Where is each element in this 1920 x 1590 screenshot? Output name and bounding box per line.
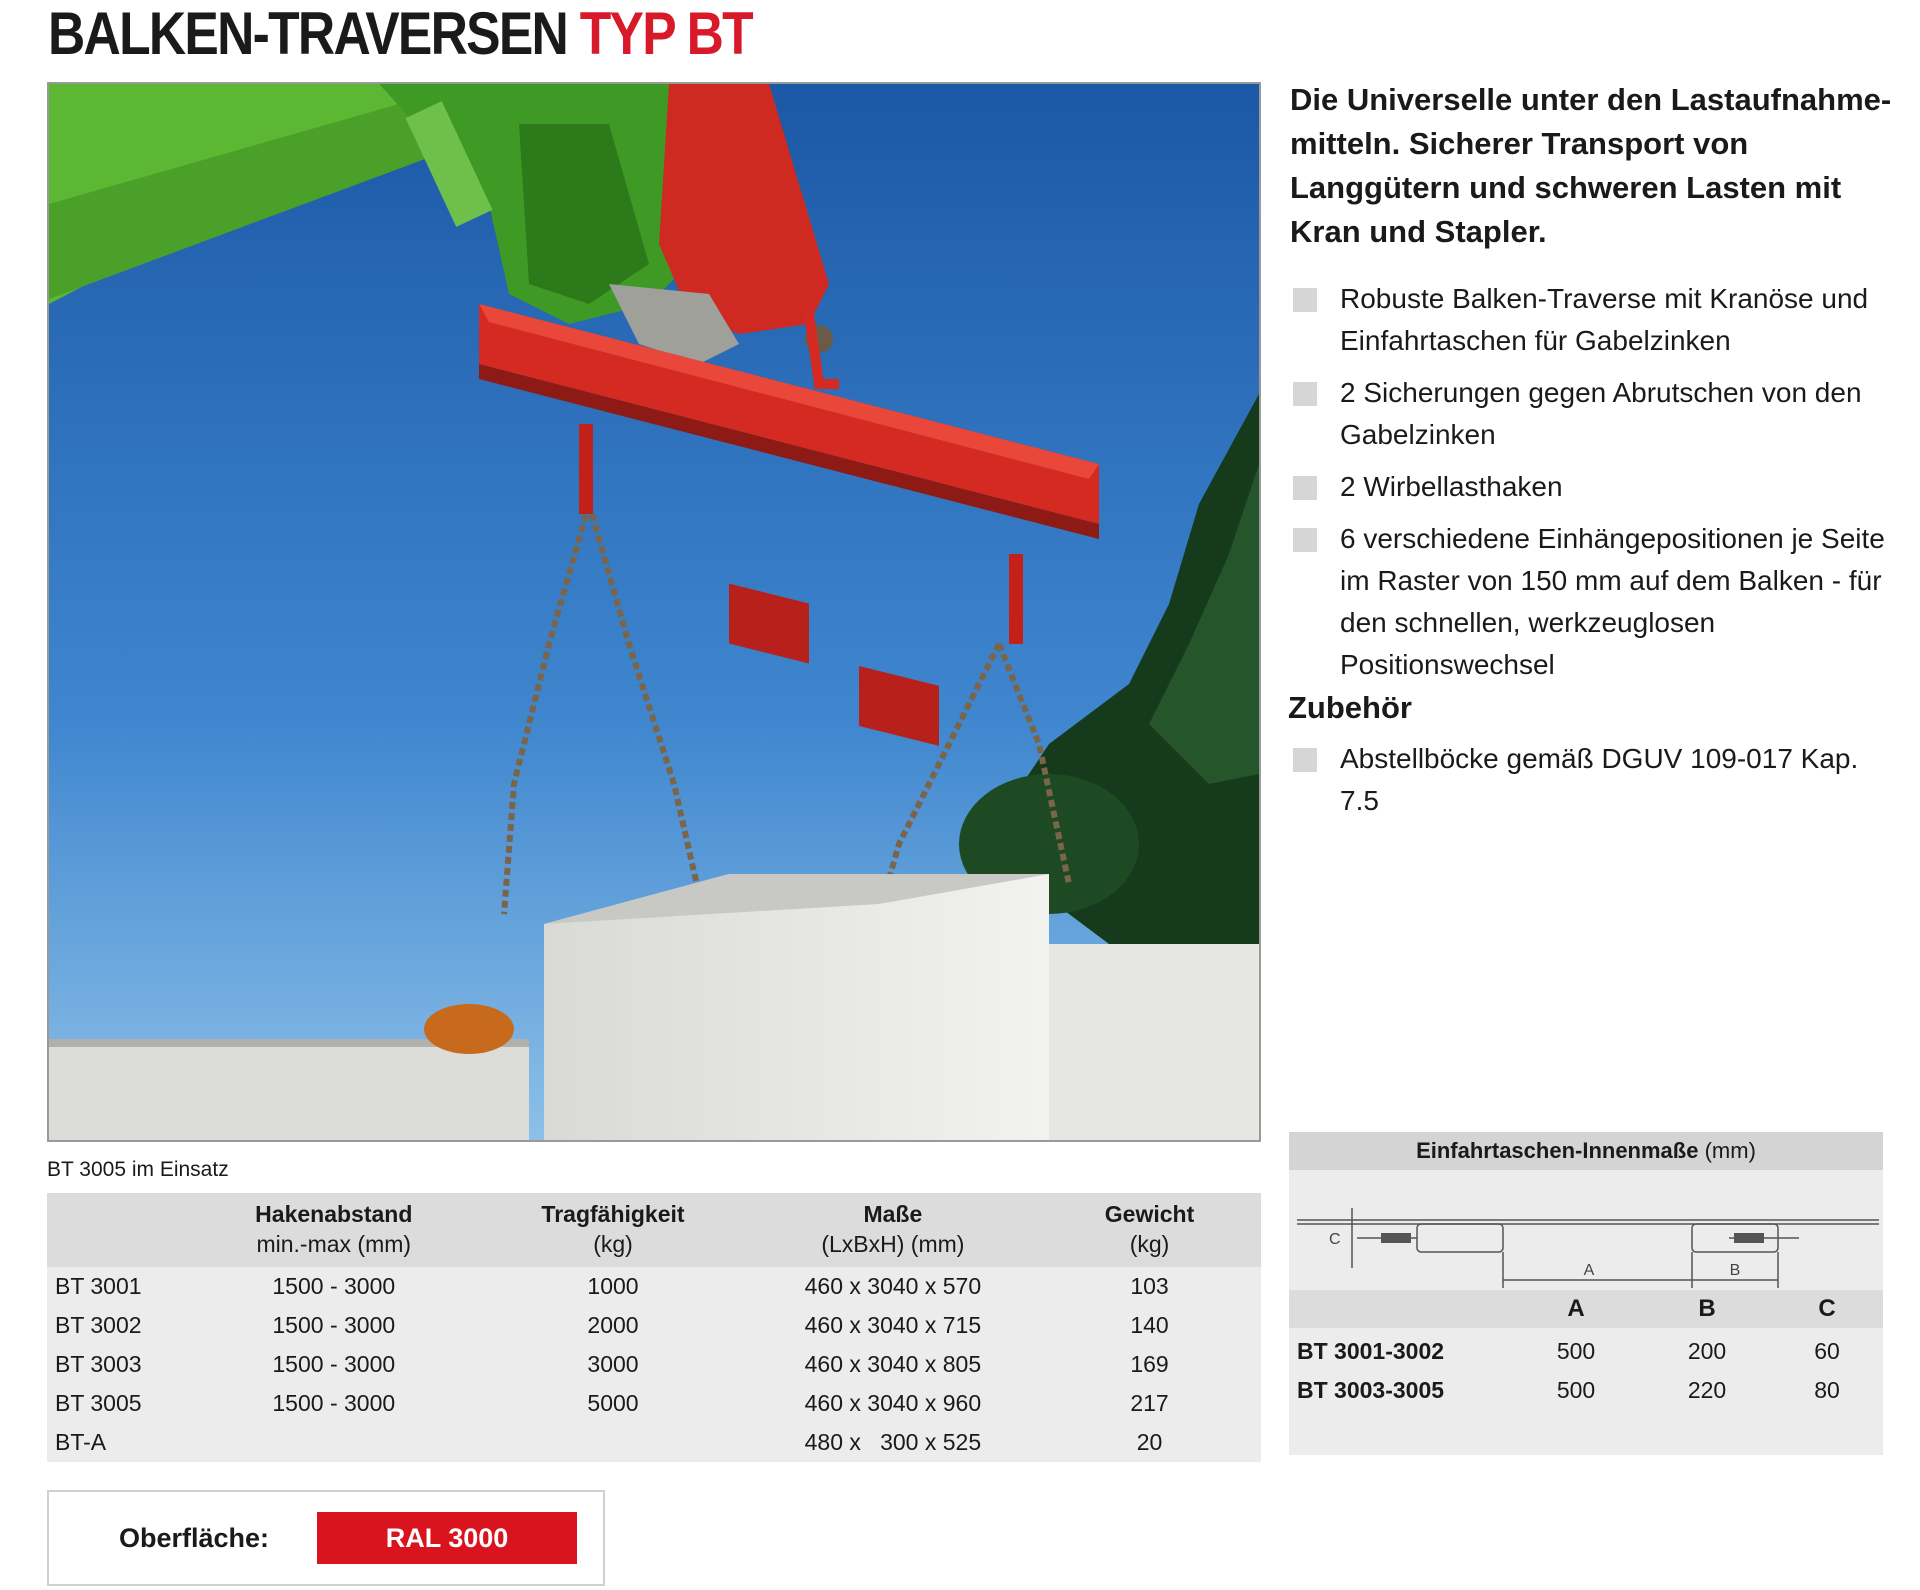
cell-capacity: 3000 (587, 1351, 639, 1377)
pocket-col-c: C (1818, 1295, 1836, 1322)
feature-text: Robuste Balken-Traverse mit Kranöse und Einfahrtaschen für Gabelzinken (1340, 283, 1869, 356)
pocket-col-a: A (1567, 1295, 1585, 1322)
accessory-item (1290, 738, 1900, 822)
cell-dimensions: 460 x 3040 x 715 (804, 1312, 982, 1338)
bullet-square-icon (1293, 476, 1317, 500)
spec-table (47, 1193, 1261, 1462)
cell-weight: 217 (1130, 1390, 1169, 1416)
cell-model: BT 3002 (55, 1312, 142, 1338)
cell-capacity (478, 1423, 747, 1462)
pocket-cell-model: BT 3001-3002 (1297, 1338, 1445, 1364)
cell-hook-distance: 1500 - 3000 (272, 1273, 396, 1299)
intro-text: Die Universelle unter den Lastaufnahme-mitteln. Sicherer Transport von Langgütern und schweren Lasten mit Kran und Stapler. (1290, 82, 1892, 249)
cell-hook-distance (189, 1423, 478, 1462)
cell-hook-distance: 1500 - 3000 (272, 1312, 396, 1338)
bullet-square-icon (1293, 382, 1317, 406)
pocket-col-b: B (1698, 1295, 1716, 1322)
pocket-cell-b: 220 (1687, 1377, 1727, 1403)
cell-model: BT 3003 (55, 1351, 142, 1377)
bullet-square-icon (1293, 528, 1317, 552)
table-row (47, 1345, 1261, 1384)
pocket-panel-header (1289, 1132, 1883, 1170)
cell-capacity: 5000 (587, 1390, 639, 1416)
feature-item (1290, 518, 1900, 686)
dim-c-label: C (1329, 1231, 1341, 1248)
unit-dimensions: (LxBxH) (mm) (821, 1231, 965, 1257)
cell-weight: 169 (1130, 1351, 1169, 1377)
hook-icon (1381, 1233, 1411, 1243)
feature-item (1290, 372, 1900, 456)
accessories-list (1290, 738, 1900, 832)
unit-capacity: (kg) (593, 1231, 633, 1257)
table-row (47, 1423, 1261, 1462)
pocket-cell-c: 60 (1814, 1338, 1840, 1364)
bullet-square-icon (1293, 748, 1317, 772)
col-header-capacity: Tragfähigkeit (541, 1201, 685, 1227)
cell-dimensions: 460 x 3040 x 570 (804, 1273, 982, 1299)
bullet-square-icon (1293, 288, 1317, 312)
cell-hook-distance: 1500 - 3000 (272, 1351, 396, 1377)
unit-hook-distance: min.-max (mm) (256, 1231, 412, 1257)
pocket-cell-model: BT 3003-3005 (1297, 1377, 1445, 1403)
fork-pocket-left (1417, 1224, 1503, 1252)
photo-caption: BT 3005 im Einsatz (47, 1158, 229, 1181)
pocket-table-row (1289, 1371, 1883, 1410)
cell-weight: 140 (1130, 1312, 1169, 1338)
cell-capacity: 1000 (587, 1273, 639, 1299)
pocket-dimensions-panel (1289, 1132, 1883, 1455)
table-row (47, 1306, 1261, 1345)
feature-text: 6 verschiedene Einhängepositionen je Seite im Raster von 150 mm auf dem Balken - für den schnellen, werkzeuglosen Positionswechsel (1340, 523, 1885, 680)
feature-item (1290, 278, 1900, 362)
pocket-table-row (1289, 1332, 1883, 1371)
photo-illustration (49, 84, 1259, 1140)
cell-capacity: 2000 (587, 1312, 639, 1338)
dim-b-label: B (1729, 1262, 1741, 1279)
feature-text: 2 Sicherungen gegen Abrutschen von den Gabelzinken (1340, 377, 1862, 450)
pocket-panel-title: Einfahrtaschen-Innenmaße (1416, 1138, 1699, 1163)
table-row (47, 1384, 1261, 1423)
hook-icon (1734, 1233, 1764, 1243)
cell-model: BT-A (55, 1429, 107, 1455)
title-accent: TYP BT (579, 0, 752, 67)
feature-text: 2 Wirbellasthaken (1340, 471, 1563, 502)
cell-weight: 103 (1130, 1273, 1169, 1299)
feature-list (1290, 278, 1900, 696)
cell-model: BT 3001 (55, 1273, 142, 1299)
cell-weight: 20 (1136, 1429, 1163, 1455)
pocket-diagram (1289, 1170, 1883, 1290)
table-row (47, 1267, 1261, 1306)
surface-color-swatch: RAL 3000 (317, 1512, 577, 1564)
cell-dimensions: 460 x 3040 x 960 (804, 1390, 982, 1416)
cell-dimensions: 460 x 3040 x 805 (804, 1351, 982, 1377)
pocket-cell-a: 500 (1556, 1377, 1596, 1403)
accessories-heading: Zubehör (1288, 690, 1412, 725)
title-main: BALKEN-TRAVERSEN (48, 0, 568, 67)
pocket-panel-unit: (mm) (1704, 1138, 1756, 1163)
pocket-cell-b: 200 (1687, 1338, 1727, 1364)
feature-item (1290, 466, 1900, 508)
unit-model (47, 1229, 189, 1267)
cell-model: BT 3005 (55, 1390, 142, 1416)
surface-label: Oberfläche: (119, 1523, 270, 1553)
col-header-hook-distance: Hakenabstand (255, 1201, 413, 1227)
pocket-cell-c: 80 (1814, 1377, 1840, 1403)
product-photo (47, 82, 1261, 1142)
pocket-cell-a: 500 (1556, 1338, 1596, 1364)
pocket-table-header (1289, 1290, 1883, 1328)
dim-a-label: A (1583, 1262, 1595, 1279)
col-header-model (47, 1193, 189, 1229)
col-header-weight: Gewicht (1104, 1201, 1195, 1227)
col-header-dimensions: Maße (863, 1201, 923, 1227)
unit-weight: (kg) (1129, 1231, 1170, 1257)
cell-dimensions: 480 x 300 x 525 (804, 1429, 982, 1455)
page-title (48, 0, 752, 68)
cell-hook-distance: 1500 - 3000 (272, 1390, 396, 1416)
accessory-text: Abstellböcke gemäß DGUV 109-017 Kap. 7.5 (1340, 743, 1859, 816)
surface-box (47, 1490, 605, 1586)
